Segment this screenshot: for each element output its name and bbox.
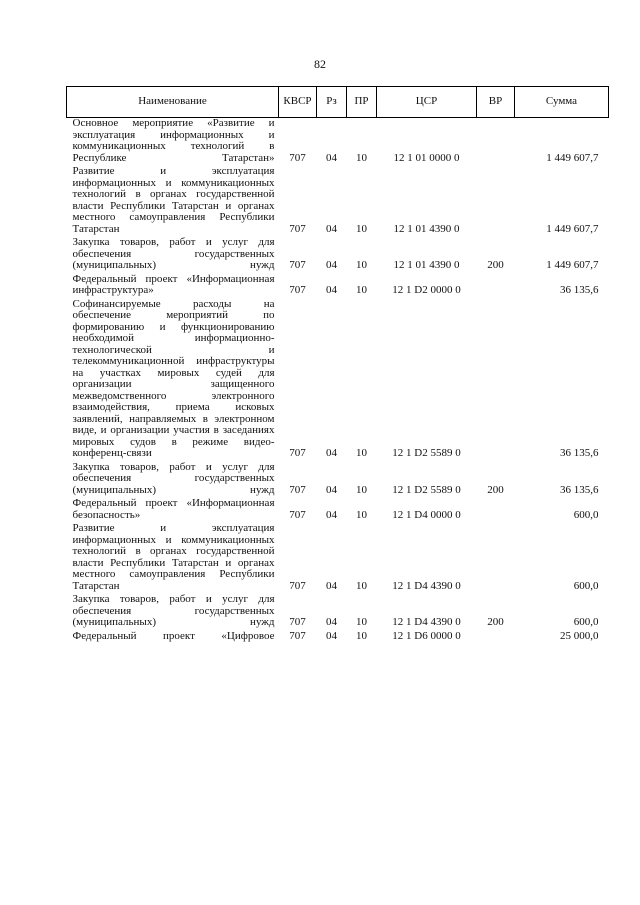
table-row bbox=[67, 631, 609, 645]
row-name: Развитие и эксплуатация информационных и коммуникационных технологий в органах государственной власти Республики Татарстан и органах местного самоуправления Республики Татарстан bbox=[72, 522, 275, 592]
row-name: Основное мероприятие «Развитие и эксплуатация информационных и коммуникационных технологий в Республике Татарстан» bbox=[72, 117, 275, 164]
row-rz: 04 bbox=[326, 259, 337, 271]
header-kvsr: КВСР bbox=[279, 87, 317, 118]
row-vr: 200 bbox=[487, 483, 504, 496]
row-name: Закупка товаров, работ и услуг для обеспечения государственных (муниципальных) нужд bbox=[72, 236, 275, 271]
row-rz: 04 bbox=[326, 483, 337, 496]
row-pr: 10 bbox=[356, 579, 367, 592]
row-name: Федеральный проект «Цифровое bbox=[72, 629, 275, 642]
row-sum: 1 449 607,7 bbox=[546, 259, 599, 271]
table-body bbox=[67, 118, 609, 645]
row-csr: 12 1 D4 4390 0 bbox=[392, 579, 461, 592]
row-name: Закупка товаров, работ и услуг для обеспечения государственных (муниципальных) нужд bbox=[72, 593, 275, 628]
row-csr: 12 1 D2 0000 0 bbox=[392, 284, 461, 296]
row-vr bbox=[477, 166, 515, 237]
table-row bbox=[67, 594, 609, 631]
header-csr: ЦСР bbox=[377, 87, 477, 118]
row-sum: 36 135,6 bbox=[560, 447, 599, 459]
row-name: Закупка товаров, работ и услуг для обеспечения государственных (муниципальных) нужд bbox=[72, 460, 275, 496]
table-row bbox=[67, 462, 609, 499]
row-sum: 1 449 607,7 bbox=[546, 222, 599, 235]
row-pr: 10 bbox=[356, 616, 367, 628]
header-pr: ПР bbox=[347, 87, 377, 118]
table-header bbox=[67, 87, 609, 118]
row-rz: 04 bbox=[326, 284, 337, 296]
row-csr: 12 1 01 0000 0 bbox=[393, 151, 460, 164]
row-name: Федеральный проект «Информационная безопасность» bbox=[72, 497, 275, 521]
row-pr: 10 bbox=[356, 284, 367, 296]
header-row bbox=[67, 87, 609, 118]
row-rz: 04 bbox=[326, 579, 337, 592]
row-csr: 12 1 01 4390 0 bbox=[393, 222, 460, 235]
row-kvsr: 707 bbox=[289, 579, 306, 592]
row-kvsr: 707 bbox=[289, 447, 306, 459]
row-kvsr: 707 bbox=[289, 284, 306, 296]
table-row bbox=[67, 274, 609, 299]
header-vr: ВР bbox=[477, 87, 515, 118]
row-csr: 12 1 D2 5589 0 bbox=[392, 483, 461, 496]
row-pr: 10 bbox=[356, 629, 367, 642]
row-kvsr: 707 bbox=[289, 151, 306, 164]
row-rz: 04 bbox=[326, 616, 337, 628]
row-vr: 200 bbox=[487, 616, 504, 628]
row-pr: 10 bbox=[356, 151, 367, 164]
row-pr: 10 bbox=[356, 508, 367, 521]
header-name: Наименование bbox=[67, 87, 279, 118]
row-sum: 1 449 607,7 bbox=[546, 151, 599, 164]
row-sum: 36 135,6 bbox=[560, 284, 599, 296]
row-rz: 04 bbox=[326, 447, 337, 459]
table-row bbox=[67, 498, 609, 523]
row-kvsr: 707 bbox=[289, 508, 306, 521]
header-sum: Сумма bbox=[515, 87, 609, 118]
row-kvsr: 707 bbox=[289, 259, 306, 271]
row-csr: 12 1 D2 5589 0 bbox=[392, 447, 461, 459]
row-sum: 600,0 bbox=[573, 508, 599, 521]
header-rz: Рз bbox=[317, 87, 347, 118]
row-sum: 600,0 bbox=[573, 579, 599, 592]
row-sum: 36 135,6 bbox=[560, 483, 599, 496]
row-pr: 10 bbox=[356, 483, 367, 496]
row-name: Развитие и эксплуатация информационных и коммуникационных технологий в органах государственной власти Республики Татарстан и органах местного самоуправления Республики Татарстан bbox=[72, 165, 275, 235]
row-kvsr: 707 bbox=[289, 629, 306, 642]
row-csr: 12 1 D4 4390 0 bbox=[392, 616, 461, 628]
page-number: 82 bbox=[314, 57, 326, 71]
row-rz: 04 bbox=[326, 508, 337, 521]
row-name: Федеральный проект «Информационная инфраструктура» bbox=[72, 272, 275, 296]
table-row bbox=[67, 523, 609, 594]
row-csr: 12 1 D4 0000 0 bbox=[392, 508, 461, 521]
table-row bbox=[67, 166, 609, 237]
row-csr: 12 1 01 4390 0 bbox=[393, 259, 460, 271]
row-pr: 10 bbox=[356, 222, 367, 235]
row-vr bbox=[477, 523, 515, 594]
row-pr: 10 bbox=[356, 259, 367, 271]
row-vr: 200 bbox=[487, 259, 504, 271]
table-row bbox=[67, 299, 609, 462]
row-csr: 12 1 D6 0000 0 bbox=[392, 629, 461, 642]
budget-table bbox=[66, 86, 609, 644]
row-vr bbox=[477, 631, 515, 645]
row-vr bbox=[477, 118, 515, 167]
table-row bbox=[67, 237, 609, 274]
row-vr bbox=[477, 299, 515, 462]
row-kvsr: 707 bbox=[289, 616, 306, 628]
row-kvsr: 707 bbox=[289, 483, 306, 496]
row-rz: 04 bbox=[326, 151, 337, 164]
row-sum: 25 000,0 bbox=[560, 629, 599, 642]
row-vr bbox=[477, 274, 515, 299]
row-kvsr: 707 bbox=[289, 222, 306, 235]
row-sum: 600,0 bbox=[573, 616, 599, 628]
table-row bbox=[67, 118, 609, 167]
row-rz: 04 bbox=[326, 629, 337, 642]
row-vr bbox=[477, 498, 515, 523]
row-name: Софинансируемые расходы на обеспечение мероприятий по формированию и функционированию необходимой информационно-технологической и телекоммуникационной инфраструктуры на участках мировых судей для организации защищенного межведомственного электронного взаимодействия, приема исковых заявлений, направляемых в электронном виде, и организации участия в заседаниях мировых судов в режиме видео-конференц-связи bbox=[72, 297, 275, 459]
row-pr: 10 bbox=[356, 447, 367, 459]
row-rz: 04 bbox=[326, 222, 337, 235]
